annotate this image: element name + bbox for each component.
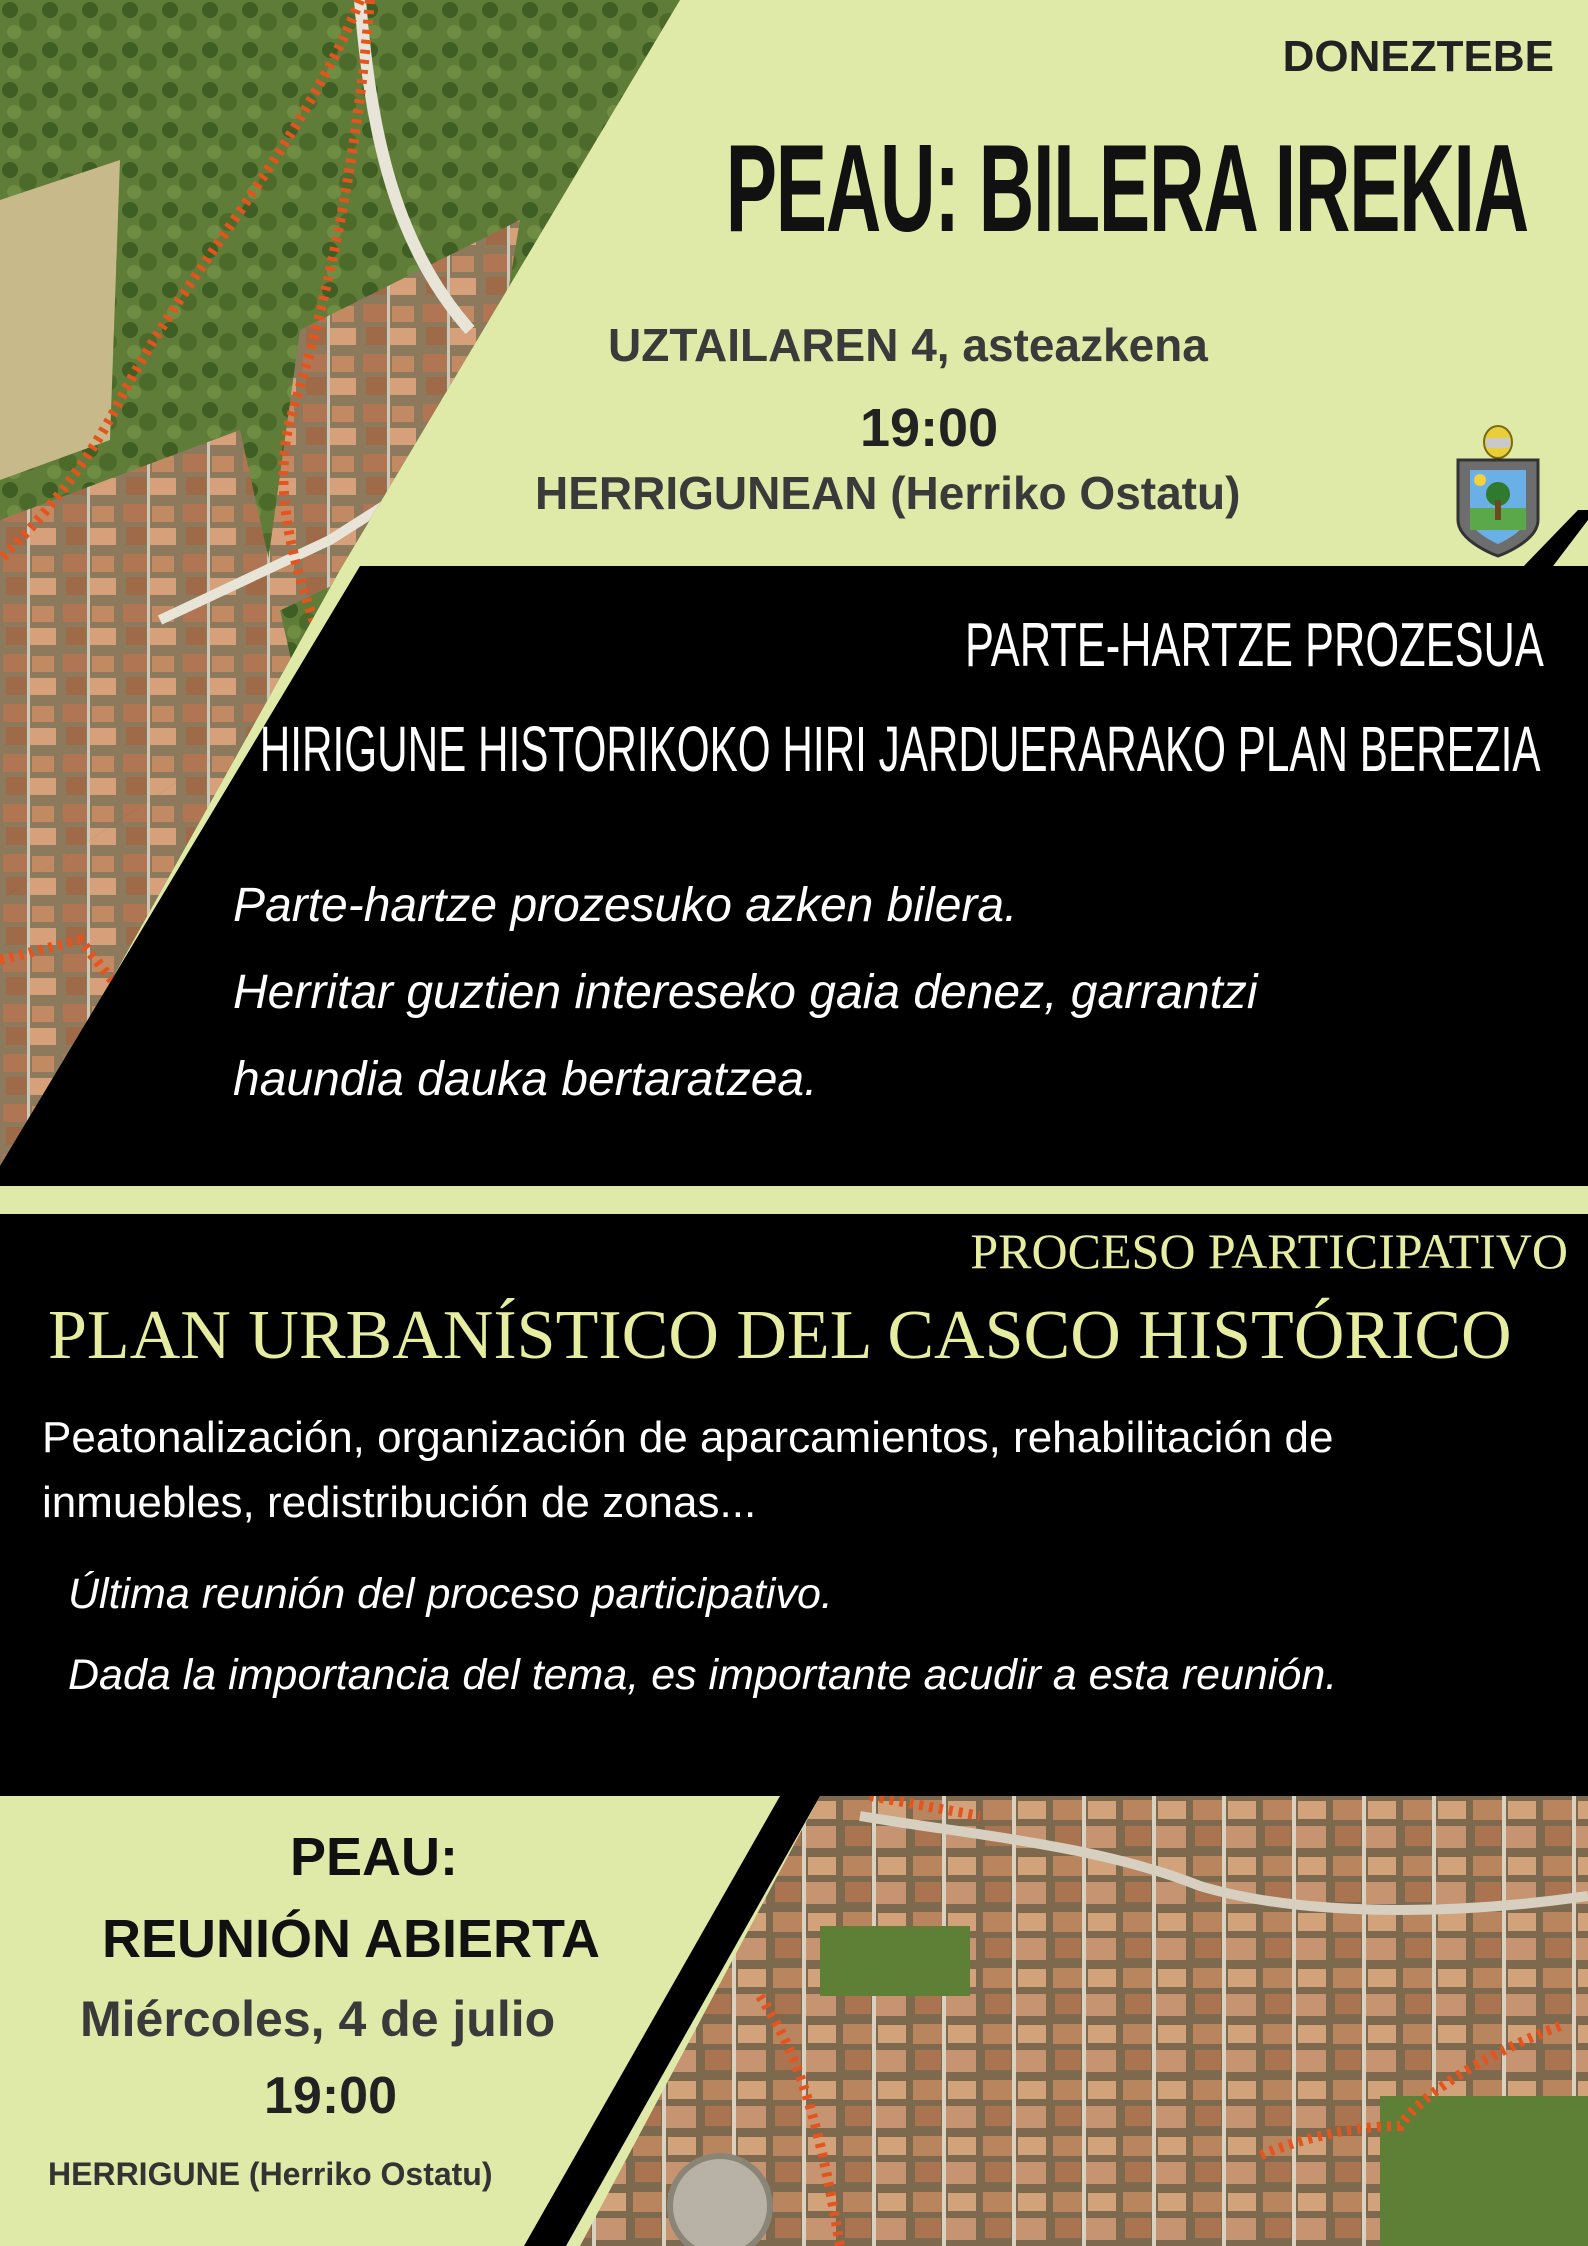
spanish-italic-1: Última reunión del proceso participativo. bbox=[68, 1570, 833, 1618]
footer-title-line2: REUNIÓN ABIERTA bbox=[102, 1909, 600, 1969]
separator-strip bbox=[0, 1186, 1588, 1214]
spanish-italic-2: Dada la importancia del tema, es importante acudir a esta reunión. bbox=[68, 1651, 1338, 1699]
event-time: 19:00 bbox=[860, 398, 999, 458]
spanish-subtitle: PROCESO PARTICIPATIVO bbox=[970, 1223, 1568, 1279]
footer-date: Miércoles, 4 de julio bbox=[80, 1991, 556, 2047]
town-name: DONEZTEBE bbox=[1282, 32, 1554, 81]
spanish-desc-2: inmuebles, redistribución de zonas... bbox=[42, 1478, 757, 1527]
basque-line-2: Herritar guztien intereseko gaia denez, garrantzi bbox=[233, 966, 1258, 1019]
coat-of-arms-icon bbox=[1448, 420, 1548, 560]
event-place: HERRIGUNEAN (Herriko Ostatu) bbox=[535, 467, 1241, 519]
basque-line-1: Parte-hartze prozesuko azken bilera. bbox=[233, 879, 1018, 932]
spanish-desc-1: Peatonalización, organización de aparcamientos, rehabilitación de bbox=[42, 1413, 1334, 1462]
basque-plan-title: HIRIGUNE HISTORIKOKO HIRI JARDUERARAKO PLAN BEREZIA bbox=[259, 713, 1540, 785]
spanish-plan-title: PLAN URBANÍSTICO DEL CASCO HISTÓRICO bbox=[48, 1297, 1512, 1374]
event-date: UZTAILAREN 4, asteazkena bbox=[608, 319, 1208, 371]
footer-place: HERRIGUNE (Herriko Ostatu) bbox=[48, 2156, 493, 2192]
footer-title-line1: PEAU: bbox=[290, 1827, 459, 1887]
basque-line-3: haundia dauka bertaratzea. bbox=[233, 1053, 818, 1106]
basque-subtitle: PARTE-HARTZE PROZESUA bbox=[965, 611, 1544, 680]
page-title: PEAU: BILERA IREKIA bbox=[725, 120, 1528, 258]
footer-time: 19:00 bbox=[264, 2067, 397, 2125]
